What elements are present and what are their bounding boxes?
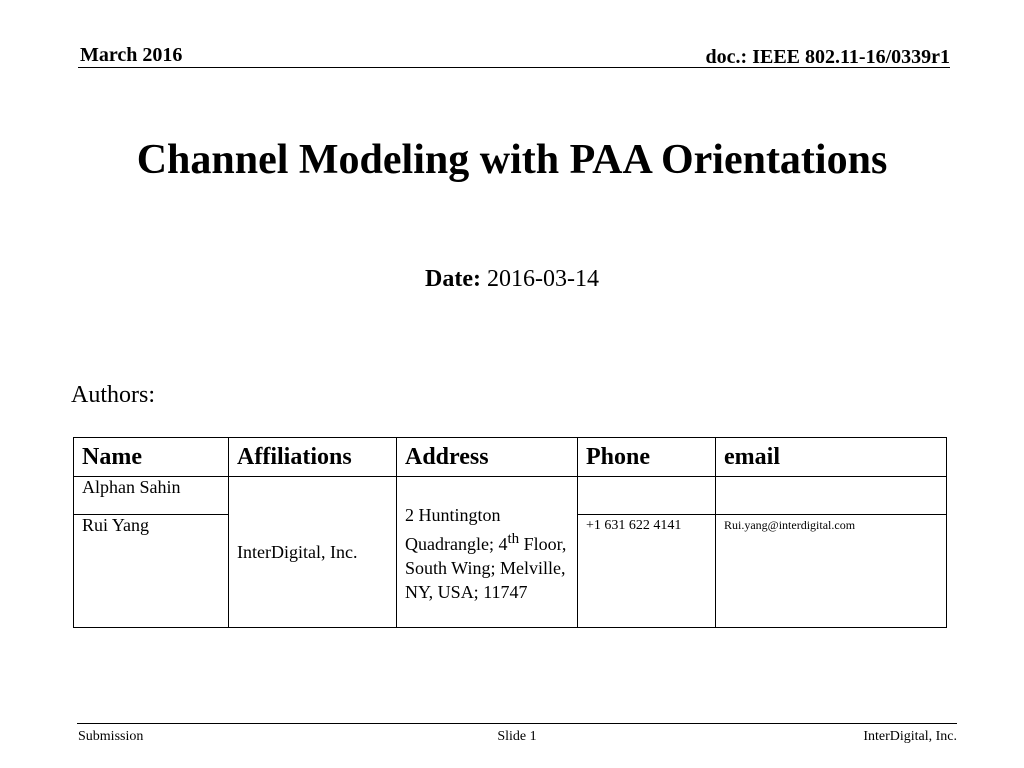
authors-heading: Authors:	[71, 382, 155, 408]
date-label: Date:	[425, 266, 481, 292]
header-address: Address	[397, 438, 578, 477]
footer-slide-number: Slide 1	[497, 729, 537, 744]
address-part1: 2 Huntington Quadrangle; 4	[405, 505, 508, 554]
header-divider	[78, 67, 950, 68]
header-email: email	[716, 438, 947, 477]
author-email[interactable]: Rui.yang@interdigital.com	[716, 515, 947, 628]
header-name: Name	[74, 438, 229, 477]
author-address	[397, 477, 578, 628]
table-row	[74, 477, 947, 515]
header-phone: Phone	[578, 438, 716, 477]
header-doc-id: doc.: IEEE 802.11-16/0339r1	[705, 46, 950, 68]
footer-submission: Submission	[78, 729, 144, 744]
date-line	[0, 266, 1024, 293]
header-date: March 2016	[80, 44, 183, 66]
slide-title: Channel Modeling with PAA Orientations	[136, 137, 888, 183]
author-phone	[578, 477, 716, 515]
header-affiliations: Affiliations	[229, 438, 397, 477]
footer-divider	[77, 723, 957, 724]
author-name: Alphan Sahin	[74, 477, 229, 515]
address-part2: Floor, South Wing; Melville, NY, USA; 11747	[405, 534, 567, 602]
address-superscript: th	[507, 531, 520, 547]
author-phone: +1 631 622 4141	[578, 515, 716, 628]
footer-company: InterDigital, Inc.	[863, 729, 957, 744]
author-affiliation: InterDigital, Inc.	[229, 477, 397, 628]
table-header-row	[74, 438, 947, 477]
date-value: 2016-03-14	[486, 266, 599, 292]
author-email	[716, 477, 947, 515]
author-name: Rui Yang	[74, 515, 229, 628]
authors-table	[73, 437, 947, 628]
